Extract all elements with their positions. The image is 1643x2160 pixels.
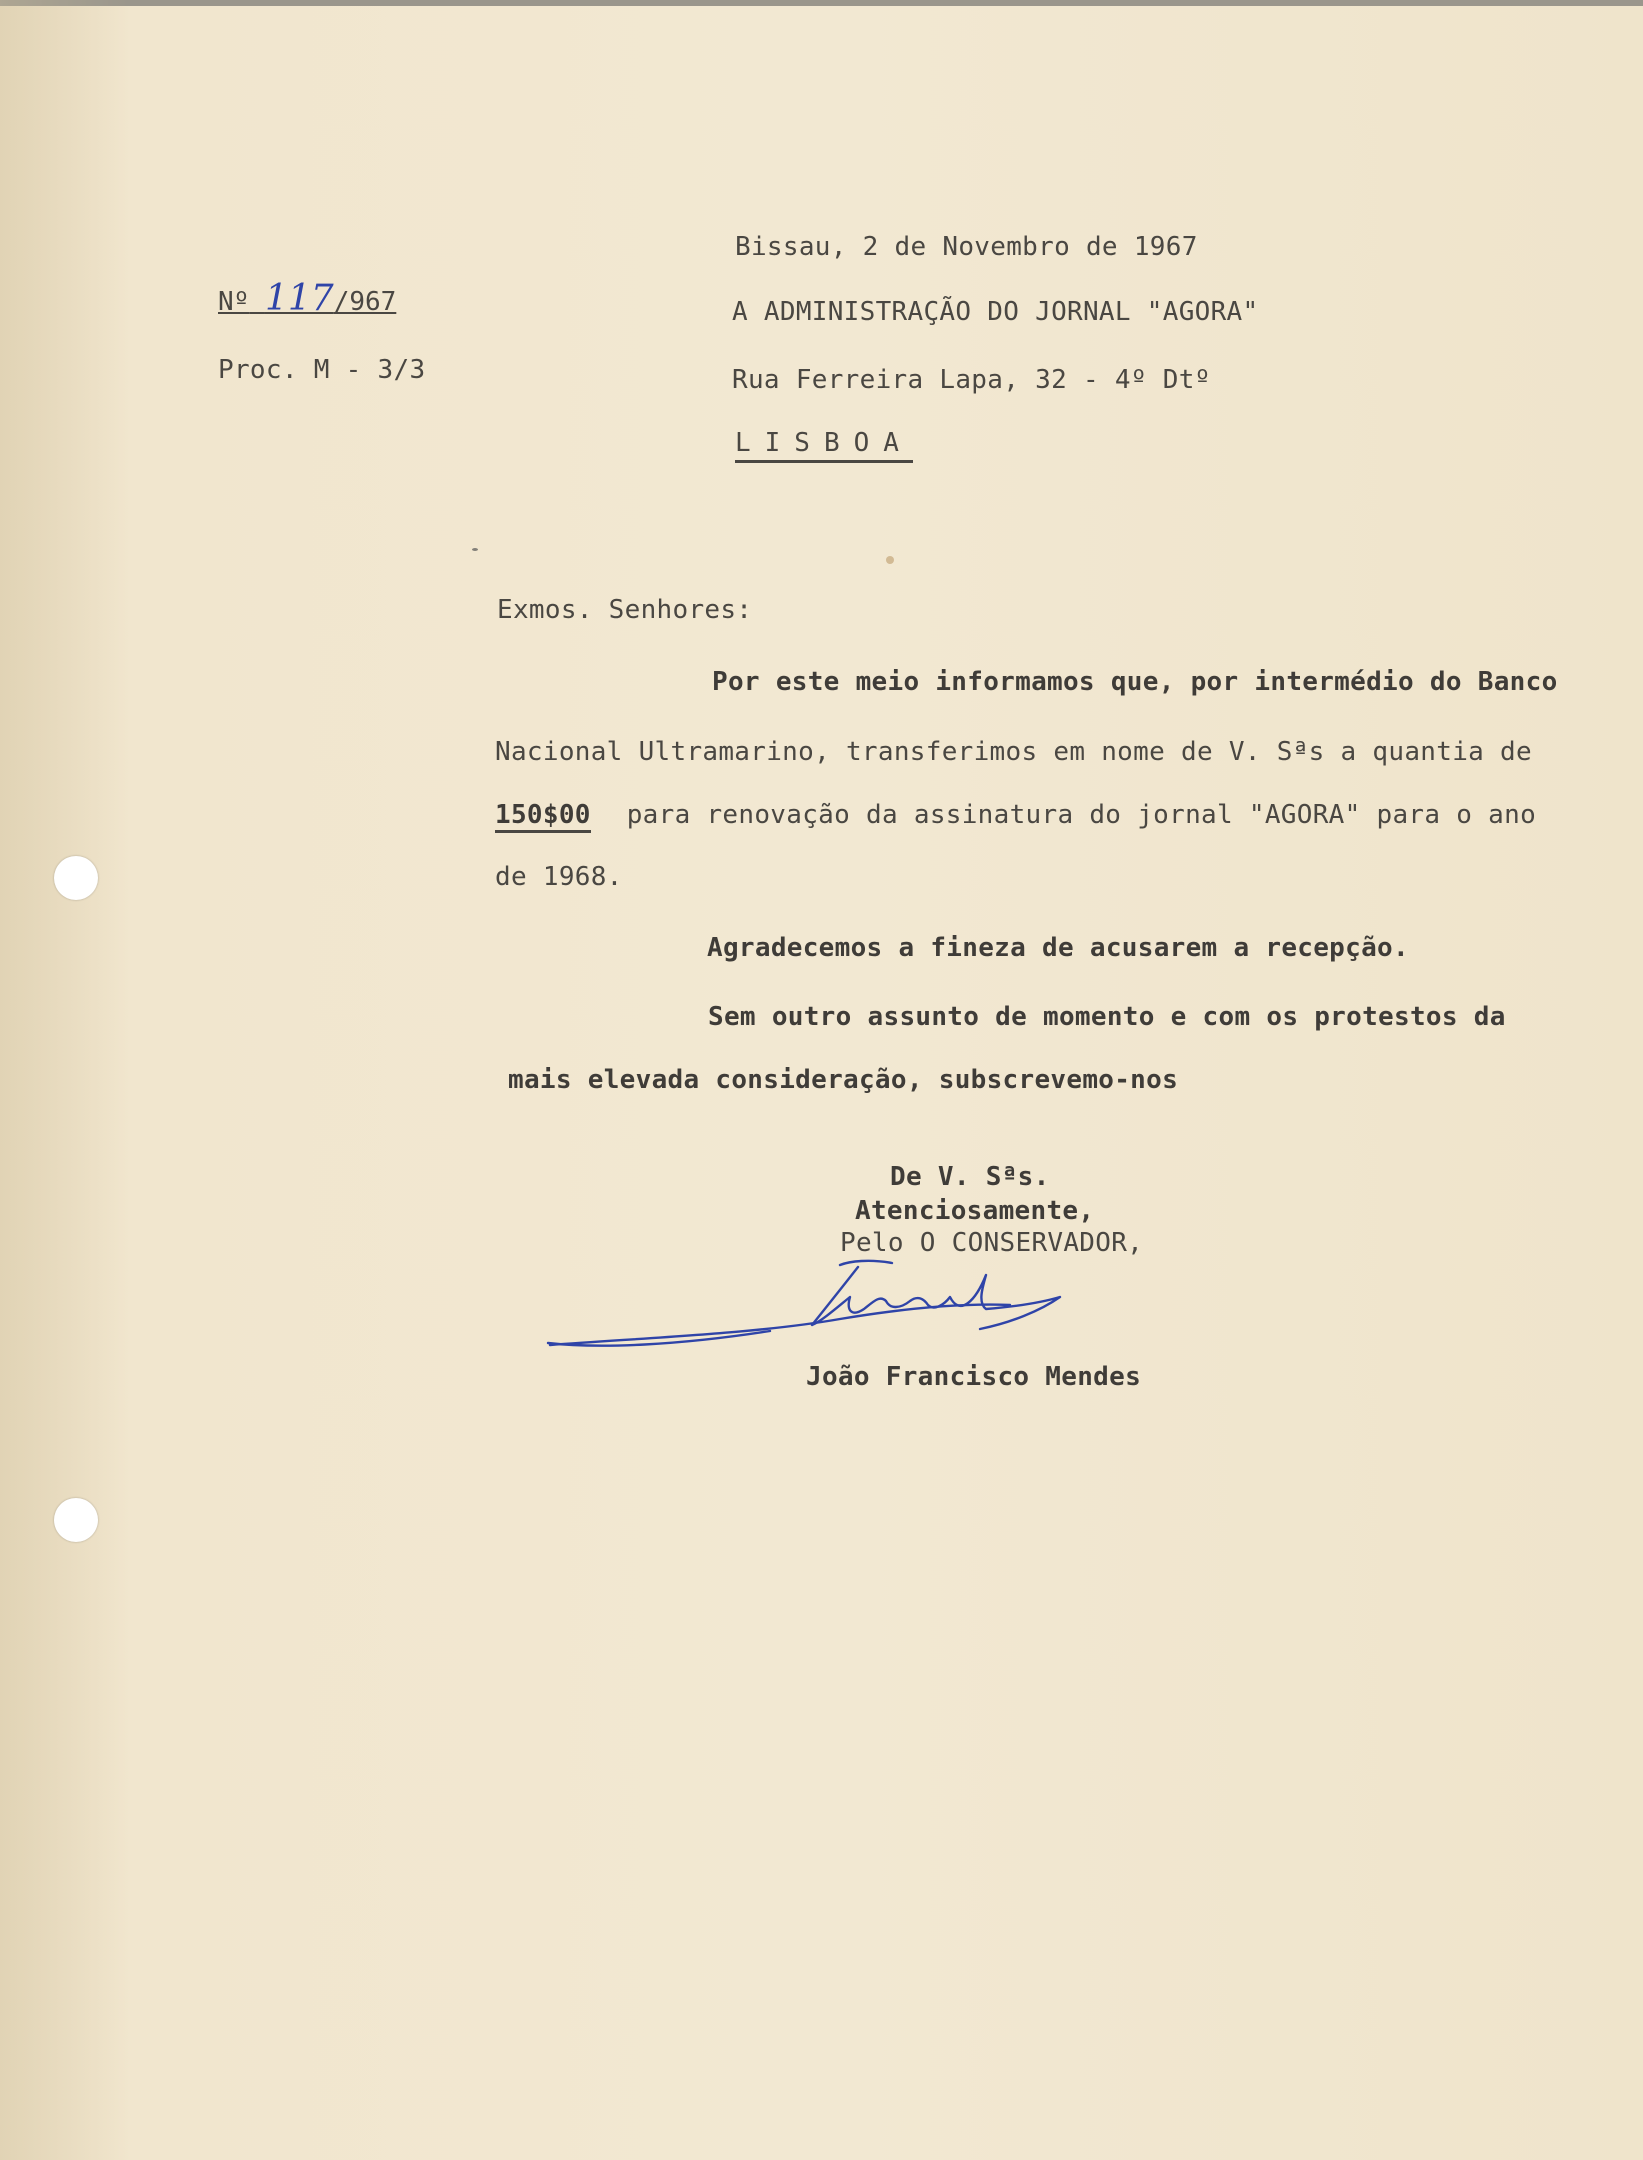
sign-line-1: De V. Sªs.	[890, 1162, 1050, 1192]
amount: 150$00	[495, 800, 591, 833]
reference-suffix: /967	[333, 287, 397, 317]
reference-handwritten-number: 117	[264, 278, 334, 319]
reference-prefix: Nº	[218, 287, 250, 317]
date-line: Bissau, 2 de Novembro de 1967	[735, 232, 1198, 262]
handwritten-signature	[540, 1245, 1130, 1365]
page-left-shadow	[0, 0, 130, 2160]
body-line-3-text: para renovação da assinatura do jornal "AGORA" para o ano	[626, 800, 1537, 830]
body-line-1: Por este meio informamos que, por intermédio do Banco	[712, 667, 1558, 697]
signatory-name: João Francisco Mendes	[806, 1362, 1142, 1392]
address-line: Rua Ferreira Lapa, 32 - 4º Dtº	[732, 365, 1211, 395]
city-line: LISBOA	[735, 428, 913, 463]
sign-line-3: Pelo O CONSERVADOR,	[840, 1228, 1144, 1258]
punch-hole-upper	[54, 856, 98, 900]
recipient-line: A ADMINISTRAÇÃO DO JORNAL "AGORA"	[732, 297, 1259, 327]
body-line-4: de 1968.	[495, 862, 623, 892]
process-reference: Proc. M - 3/3	[218, 355, 426, 385]
sign-line-2: Atenciosamente,	[855, 1196, 1095, 1226]
punch-hole-lower	[54, 1498, 98, 1542]
salutation: Exmos. Senhores:	[497, 595, 753, 625]
body-line-2: Nacional Ultramarino, transferimos em nome de V. Sªs a quantia de	[495, 737, 1532, 767]
closing-line-1: Sem outro assunto de momento e com os protestos da	[708, 1002, 1506, 1032]
body-line-3	[495, 800, 1536, 830]
thanks-line: Agradecemos a fineza de acusarem a recepção.	[707, 933, 1409, 963]
reference-number	[218, 278, 397, 319]
paper-speck	[886, 556, 894, 564]
paper-speck	[472, 548, 478, 551]
closing-line-2: mais elevada consideração, subscrevemo-nos	[508, 1065, 1179, 1095]
page-top-edge	[0, 0, 1643, 6]
